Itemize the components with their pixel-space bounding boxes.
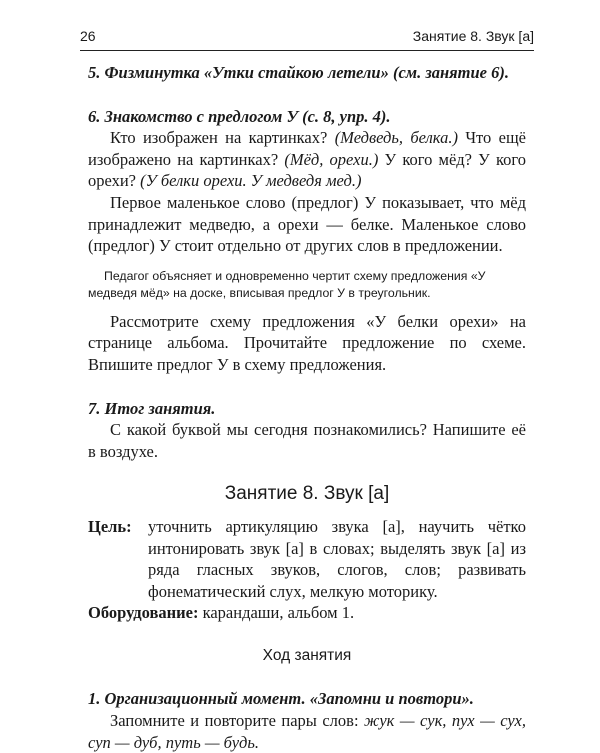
- progress-title: Ход занятия: [262, 646, 352, 664]
- answer-3: (У белки орехи. У медведя мед.): [140, 171, 362, 191]
- lesson-goal: [88, 516, 526, 602]
- lesson-equipment: [88, 602, 526, 624]
- lesson-8-title: Занятие 8. Звук [а]: [224, 483, 390, 505]
- section-6-heading: 6. Знакомство с предлогом У (с. 8, упр. 4).: [88, 106, 391, 126]
- goal-text: уточнить артикуляцию звука [а], научить чётко интонировать звук [а] в словах; выделять звук [а] из ряда гласных звуков, слогов, слов; развивать фонематический слух, мелкую моторику.: [148, 516, 526, 601]
- goal-label: Цель:: [88, 516, 132, 536]
- equipment-text: карандаши, альбом 1.: [202, 603, 355, 623]
- section-6-explanation: Первое маленькое слово (предлог) У показывает, что мёд принадлежит медведю, а орехи — белке. Маленькое слово (предлог) У стоит отдельно от других слов в предложении.: [88, 192, 526, 256]
- question-3: У кого мёд?: [384, 149, 472, 169]
- section-7-heading: 7. Итог занятия.: [88, 398, 216, 418]
- item-1-text: [88, 710, 526, 753]
- running-header: [80, 26, 534, 51]
- answer-1: (Медведь, белка.): [334, 128, 458, 148]
- question-4: У кого орехи?: [88, 149, 527, 191]
- item-1-instruction: Запомните и повторите пары слов:: [110, 711, 359, 731]
- section-7-text: С какой буквой мы сегодня познакомились? Напишите её в воздухе.: [88, 420, 526, 461]
- item-1-heading: 1. Организационный момент. «Запомни и повтори».: [88, 689, 474, 709]
- word-pairs: жук — сук, пух — сух, суп — дуб, путь — будь.: [88, 711, 526, 752]
- answer-2: (Мёд, орехи.): [284, 149, 379, 169]
- equipment-label: Оборудование:: [88, 603, 199, 623]
- running-title: Занятие 8. Звук [а]: [412, 28, 534, 44]
- page-content: [88, 62, 526, 753]
- section-6-questions: [88, 127, 526, 192]
- section-6-task: Рассмотрите схему предложения «У белки орехи» на странице альбома. Прочитайте предложение по схеме. Впишите предлог У в схему предложения.: [88, 311, 526, 374]
- page-number: 26: [80, 28, 96, 44]
- question-2: Что ещё изображено на картинках?: [88, 128, 526, 169]
- section-5-heading: 5. Физминутка «Утки стайкою летели» (см. занятие 6).: [88, 63, 509, 82]
- question-1: Кто изображен на картинках?: [110, 128, 328, 148]
- teacher-note: Педагог объясняет и одновременно чертит схему предложения «У медведя мёд» на доске, вписывая предлог У в треугольник.: [88, 268, 486, 300]
